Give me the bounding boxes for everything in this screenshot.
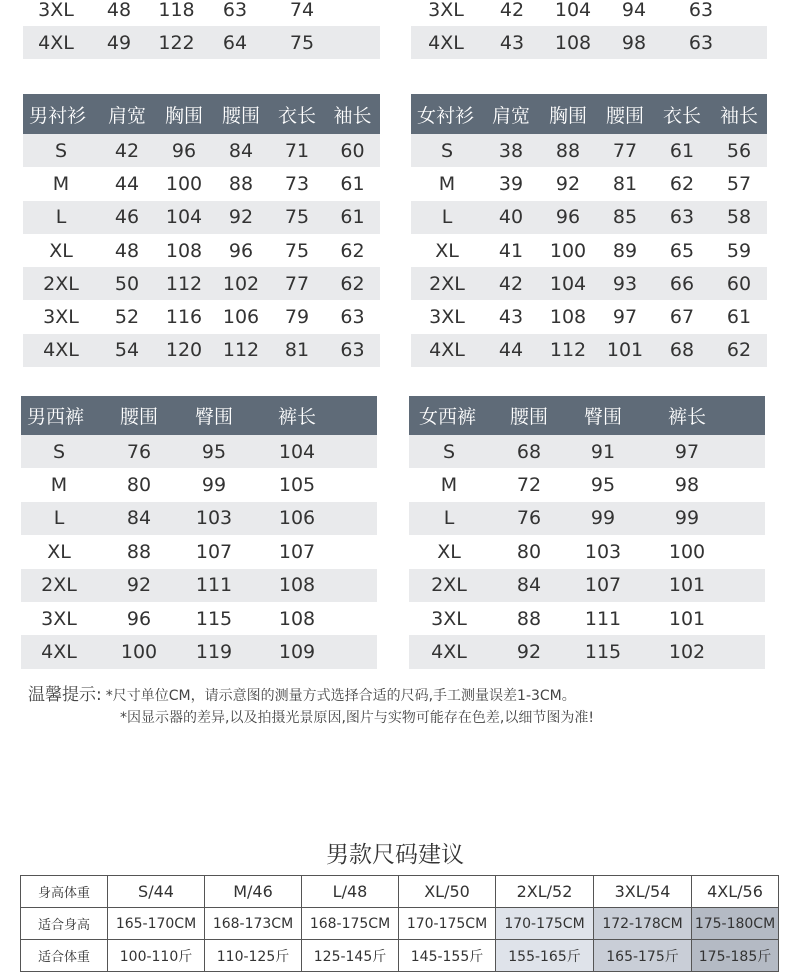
measurement-cell: 96 [171,139,197,162]
measurement-cell: 56 [726,139,752,162]
table-row [409,635,765,668]
measurement-cell: 96 [126,607,152,630]
table-row [21,502,377,535]
suggestion-row-label: 适合体重 [21,940,108,972]
size-label: 3XL [428,0,464,21]
table-header-row [21,396,377,435]
suggestion-cell: 165-175斤 [594,940,692,972]
measurement-cell: 38 [498,139,524,162]
measurement-cell: 84 [228,139,254,162]
suggestion-cell: 175-185斤 [692,940,779,972]
suggestion-row-label: 身高体重 [21,876,108,908]
size-label: L [53,507,65,530]
measurement-cell: 120 [165,339,203,362]
measurement-cell: 100 [668,540,706,563]
size-label: 3XL [429,306,465,329]
suggestion-row-label: 适合身高 [21,908,108,940]
suggestion-header-row [21,876,779,908]
column-header: 裤长 [277,406,316,428]
measurement-cell: 108 [278,574,316,597]
measurement-cell: 63 [688,31,714,54]
measurement-cell: 61 [669,139,695,162]
column-header: 裤长 [667,406,706,428]
table-row [23,234,380,267]
size-label: L [441,206,453,229]
measurement-cell: 92 [516,641,542,664]
table-row [409,569,765,602]
size-label: 4XL [429,339,465,362]
measurement-cell: 88 [555,139,581,162]
measurement-cell: 52 [114,306,140,329]
table-row [411,300,767,333]
table-row [23,134,380,167]
size-label: 3XL [38,0,74,21]
measurement-cell: 111 [584,607,622,630]
column-header: 衣长 [277,104,316,127]
suggestion-cell: 4XL/56 [692,876,779,908]
size-label: M [438,172,456,195]
measurement-cell: 73 [284,172,310,195]
table-row [23,300,380,333]
measurement-cell: 41 [498,239,524,262]
measurement-cell: 42 [114,139,140,162]
measurement-cell: 62 [340,272,365,295]
measurement-cell: 98 [674,474,700,497]
measurement-cell: 42 [498,272,524,295]
measurement-cell: 96 [228,239,254,262]
size-label: 4XL [428,31,464,54]
table-row [21,535,377,568]
size-label: XL [437,540,461,563]
measurement-cell: 108 [278,607,316,630]
measurement-cell: 104 [554,0,592,21]
measurement-cell: 54 [114,339,140,362]
size-label: 4XL [431,641,467,664]
measurement-cell: 39 [498,172,524,195]
column-header: 腰围 [119,406,158,428]
suggestion-cell: 100-110斤 [108,940,205,972]
suggestion-cell: S/44 [108,876,205,908]
table-row [411,267,767,300]
womens-jacket-table-partial [411,0,767,59]
table-row [411,234,767,267]
measurement-cell: 62 [340,239,365,262]
table-row [23,26,380,59]
size-label: S [442,440,456,463]
measurement-cell: 67 [669,306,695,329]
size-label: L [55,206,67,229]
measurement-cell: 92 [555,172,581,195]
measurement-cell: 80 [516,540,542,563]
measurement-cell: 100 [165,172,203,195]
table-header-row [411,94,767,134]
size-suggestion-table [20,875,779,972]
measurement-cell: 77 [284,272,310,295]
column-header: 肩宽 [491,104,530,127]
table-title: 女西裤 [419,406,477,428]
suggestion-cell: XL/50 [399,876,496,908]
table-row [21,569,377,602]
table-row [23,0,380,26]
measurement-cell: 108 [554,31,592,54]
table-row [411,334,767,367]
measurement-cell: 96 [555,206,581,229]
column-header: 胸围 [548,104,587,127]
womens-shirt-size-table [411,94,767,367]
suggestion-cell: 170-175CM [496,908,594,940]
measurement-cell: 99 [674,507,700,530]
suggestion-cell: 2XL/52 [496,876,594,908]
measurement-cell: 99 [201,474,227,497]
tips-text-1: *尺寸单位CM，请示意图的测量方式选择合适的尺码,手工测量误差1-3CM。 [105,688,576,704]
measurement-cell: 105 [278,474,316,497]
measurement-cell: 63 [340,339,365,362]
column-header: 臀围 [194,406,233,428]
measurement-cell: 115 [584,641,622,664]
size-label: 4XL [41,641,77,664]
table-row [21,435,377,468]
suggestion-cell: 110-125斤 [205,940,302,972]
table-row [411,167,767,200]
measurement-cell: 43 [498,306,524,329]
table-row [23,334,380,367]
table-row [23,267,380,300]
table-title: 女衬衫 [417,104,475,127]
suggestion-cell: L/48 [302,876,399,908]
measurement-cell: 118 [158,0,195,21]
size-label: 2XL [43,272,79,295]
measurement-cell: 93 [612,272,638,295]
size-label: XL [435,239,459,262]
measurement-cell: 62 [726,339,752,362]
measurement-cell: 98 [621,31,647,54]
column-header: 腰围 [605,104,644,127]
measurement-cell: 92 [228,206,254,229]
mens-pants-size-table [21,396,377,669]
measurement-cell: 48 [106,0,132,21]
table-row [409,602,765,635]
measurement-cell: 44 [114,172,140,195]
measurement-cell: 104 [165,206,203,229]
measurement-cell: 91 [590,440,616,463]
column-header: 袖长 [719,104,758,127]
measurement-cell: 64 [222,31,248,54]
suggestion-cell: 3XL/54 [594,876,692,908]
column-header: 臀围 [583,406,622,428]
measurement-cell: 97 [674,440,700,463]
measurement-cell: 61 [726,306,752,329]
suggestion-cell: 155-165斤 [496,940,594,972]
size-label: 2XL [429,272,465,295]
measurement-cell: 68 [669,339,695,362]
suggestion-cell: 145-155斤 [399,940,496,972]
table-row [21,635,377,668]
table-row [23,167,380,200]
column-header: 衣长 [662,104,701,127]
table-title: 男西裤 [27,406,85,428]
column-header: 胸围 [164,104,203,127]
measurement-cell: 116 [165,306,203,329]
table-row [411,134,767,167]
measurement-cell: 108 [549,306,587,329]
size-label: XL [47,540,71,563]
size-label: 4XL [43,339,79,362]
table-row [411,26,767,59]
measurement-cell: 81 [284,339,310,362]
measurement-cell: 88 [228,172,254,195]
measurement-cell: 95 [201,440,227,463]
table-header-row [23,94,380,134]
column-header: 腰围 [221,104,260,127]
table-row [21,602,377,635]
measurement-cell: 112 [165,272,203,295]
measurement-cell: 101 [668,607,706,630]
table-row [23,201,380,234]
mens-shirt-size-table [23,94,380,367]
measurement-cell: 74 [289,0,315,21]
measurement-cell: 102 [222,272,260,295]
measurement-cell: 108 [165,239,203,262]
suggestion-cell: 170-175CM [399,908,496,940]
measurement-cell: 106 [278,507,316,530]
measurement-cell: 79 [284,306,310,329]
measurement-cell: 71 [284,139,310,162]
measurement-cell: 46 [114,206,140,229]
size-label: 2XL [431,574,467,597]
measurement-cell: 75 [284,239,310,262]
measurement-cell: 107 [195,540,233,563]
measurement-cell: 49 [106,31,132,54]
measurement-cell: 115 [195,607,233,630]
womens-pants-size-table [409,396,765,669]
size-label: 2XL [41,574,77,597]
measurement-cell: 60 [726,272,752,295]
suggestion-cell: 165-170CM [108,908,205,940]
measurement-cell: 84 [516,574,542,597]
suggestion-cell: 125-145斤 [302,940,399,972]
measurement-cell: 106 [222,306,260,329]
measurement-cell: 112 [549,339,587,362]
size-label: S [52,440,66,463]
column-header: 袖长 [333,104,372,127]
measurement-cell: 85 [612,206,638,229]
measurement-cell: 101 [668,574,706,597]
measurement-cell: 75 [289,31,315,54]
table-row [409,502,765,535]
suggestion-cell: 168-175CM [302,908,399,940]
measurement-cell: 44 [498,339,524,362]
size-label: 4XL [38,31,74,54]
measurement-cell: 92 [126,574,152,597]
table-row [409,468,765,501]
measurement-cell: 88 [516,607,542,630]
measurement-cell: 107 [278,540,316,563]
suggestion-cell: 168-173CM [205,908,302,940]
column-header: 腰围 [509,406,548,428]
measurement-cell: 48 [114,239,140,262]
measurement-cell: 112 [222,339,260,362]
measurement-cell: 65 [669,239,695,262]
measurement-cell: 102 [668,641,706,664]
measurement-cell: 72 [516,474,542,497]
measurement-cell: 68 [516,440,542,463]
size-label: 3XL [41,607,77,630]
column-header: 肩宽 [107,104,146,127]
size-label: XL [49,239,73,262]
measurement-cell: 88 [126,540,152,563]
measurement-cell: 61 [340,172,365,195]
size-label: S [54,139,68,162]
size-label: M [440,474,458,497]
measurement-cell: 59 [726,239,752,262]
measurement-cell: 63 [669,206,695,229]
measurement-cell: 80 [126,474,152,497]
table-title: 男衬衫 [29,104,87,127]
measurement-cell: 42 [499,0,525,21]
measurement-cell: 97 [612,306,638,329]
measurement-cell: 76 [126,440,152,463]
measurement-cell: 104 [278,440,316,463]
suggestion-cell: 172-178CM [594,908,692,940]
measurement-cell: 61 [340,206,365,229]
measurement-cell: 75 [284,206,310,229]
size-suggestion-title: 男款尺码建议 [326,842,464,868]
measurement-cell: 119 [195,641,233,664]
size-label: 3XL [431,607,467,630]
size-label: 3XL [43,306,79,329]
table-row [409,535,765,568]
measurement-cell: 77 [612,139,638,162]
measurement-cell: 103 [195,507,233,530]
measurement-cell: 43 [499,31,525,54]
measurement-cell: 40 [498,206,524,229]
measurement-cell: 63 [688,0,714,21]
measurement-cell: 104 [549,272,587,295]
measurement-cell: 94 [621,0,647,21]
tips-label: 温馨提示: [28,685,102,705]
measurement-cell: 103 [584,540,622,563]
measurement-cell: 95 [590,474,616,497]
table-row [411,201,767,234]
measurement-cell: 111 [195,574,233,597]
table-row [409,435,765,468]
measurement-cell: 50 [114,272,140,295]
measurement-cell: 62 [669,172,695,195]
measurement-cell: 107 [584,574,622,597]
measurement-cell: 58 [726,206,752,229]
suggestion-cell: 175-180CM [692,908,779,940]
measurement-cell: 100 [549,239,587,262]
suggestion-height-row [21,908,779,940]
suggestion-cell: M/46 [205,876,302,908]
table-header-row [409,396,765,435]
measurement-cell: 100 [120,641,158,664]
measurement-cell: 81 [612,172,638,195]
measurement-cell: 76 [516,507,542,530]
size-label: S [440,139,454,162]
measurement-cell: 57 [726,172,752,195]
measurement-cell: 89 [612,239,638,262]
measurement-cell: 84 [126,507,152,530]
measurement-cell: 101 [606,339,644,362]
tips-line-2: *因显示器的差异,以及拍摄光景原因,图片与实物可能存在色差,以细节图为准! [120,710,594,726]
measurement-cell: 99 [590,507,616,530]
table-row [21,468,377,501]
measurement-cell: 66 [669,272,695,295]
measurement-cell: 63 [222,0,248,21]
measurement-cell: 109 [278,641,316,664]
measurement-cell: 122 [158,31,195,54]
measurement-cell: 63 [340,306,365,329]
mens-jacket-table-partial [23,0,380,59]
size-label: M [52,172,70,195]
table-row [411,0,767,26]
size-label: M [50,474,68,497]
suggestion-weight-row [21,940,779,972]
measurement-cell: 60 [340,139,365,162]
size-label: L [443,507,455,530]
tips-line-1 [28,680,576,705]
